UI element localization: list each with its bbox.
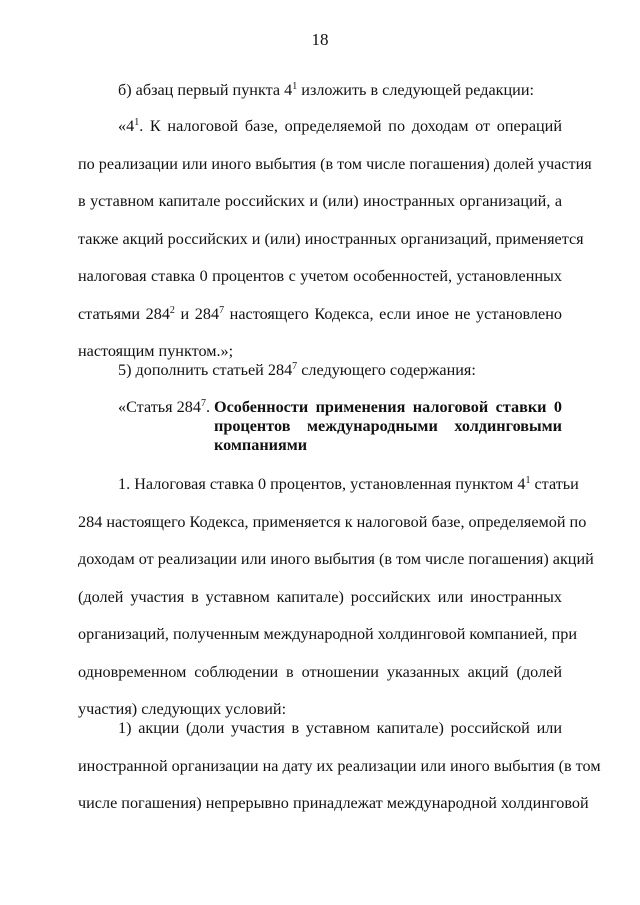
text-run: и 284 bbox=[174, 304, 220, 323]
article-title-line: компаниями bbox=[214, 436, 308, 454]
text-run: настоящего Кодекса, если иное не установлено bbox=[224, 304, 563, 323]
superscript: 7 bbox=[200, 398, 206, 409]
superscript: 7 bbox=[219, 304, 225, 316]
paragraph-line: участия) следующих условий: bbox=[78, 700, 287, 718]
paragraph-line bbox=[78, 296, 562, 334]
superscript: 1 bbox=[292, 81, 298, 92]
paragraph-line: иностранной организации на дату их реализации или иного выбытия (в том bbox=[78, 756, 601, 775]
text-run: «4 bbox=[118, 117, 135, 135]
paragraph-line: налоговая ставка 0 процентов с учетом особенностей, установленных bbox=[78, 267, 562, 285]
article-title-line: процентов международными холдинговыми bbox=[214, 417, 562, 435]
paragraph-line bbox=[78, 466, 579, 504]
text-run: . bbox=[205, 398, 210, 416]
paragraph-line: в уставном капитале российских и (или) иностранных организаций, а bbox=[78, 192, 562, 210]
superscript: 1 bbox=[525, 475, 531, 486]
page-number: 18 bbox=[311, 30, 329, 49]
article-label bbox=[118, 398, 210, 417]
paragraph-line bbox=[78, 72, 562, 110]
paragraph-line: числе погашения) непрерывно принадлежат международной холдинговой bbox=[78, 794, 589, 812]
paragraph-clause-4-1 bbox=[78, 108, 592, 371]
paragraph-line: также акций российских и (или) иностранных организаций, применяется bbox=[78, 229, 584, 248]
text-run: статьи bbox=[530, 475, 579, 493]
paragraph-amend-5 bbox=[78, 352, 562, 390]
paragraph-line: 1) акции (доли участия в уставном капитале) российской или bbox=[118, 719, 562, 737]
paragraph-line bbox=[78, 108, 562, 146]
text-run: б) абзац первый пункта 4 bbox=[118, 81, 293, 99]
paragraph-article-item-1 bbox=[78, 466, 594, 729]
article-title-line: Особенности применения налоговой ставки 0 bbox=[214, 398, 562, 416]
superscript: 2 bbox=[169, 304, 175, 316]
text-run: «Статья 284 bbox=[118, 398, 201, 416]
text-run: 5) дополнить статьей 284 bbox=[118, 361, 293, 379]
paragraph-line: организаций, полученным международной холдинговой компанией, при bbox=[78, 625, 578, 643]
paragraph-amend-b bbox=[78, 72, 562, 110]
text-run: 1. Налоговая ставка 0 процентов, установленная пунктом 4 bbox=[118, 475, 526, 493]
article-title bbox=[214, 398, 562, 455]
paragraph-line bbox=[78, 352, 562, 390]
text-run: следующего содержания: bbox=[297, 361, 476, 379]
paragraph-line: доходам от реализации или иного выбытия (в том числе погашения) акций bbox=[78, 550, 594, 568]
superscript: 1 bbox=[134, 117, 140, 128]
paragraph-line: (долей участия в уставном капитале) российских или иностранных bbox=[78, 587, 562, 606]
paragraph-line: по реализации или иного выбытия (в том числе погашения) долей участия bbox=[78, 154, 592, 173]
text-run: статьями 284 bbox=[78, 304, 170, 323]
text-run: . К налоговой базе, определяемой по доходам от операций bbox=[139, 117, 562, 135]
paragraph-condition-1 bbox=[78, 710, 601, 823]
paragraph-line: одновременном соблюдении в отношении указанных акций (долей bbox=[78, 662, 562, 681]
text-run: изложить в следующей редакции: bbox=[297, 81, 534, 99]
paragraph-line: 284 настоящего Кодекса, применяется к налоговой базе, определяемой по bbox=[78, 512, 587, 531]
superscript: 7 bbox=[292, 361, 298, 372]
paragraph-line: настоящим пунктом.»; bbox=[78, 342, 234, 360]
